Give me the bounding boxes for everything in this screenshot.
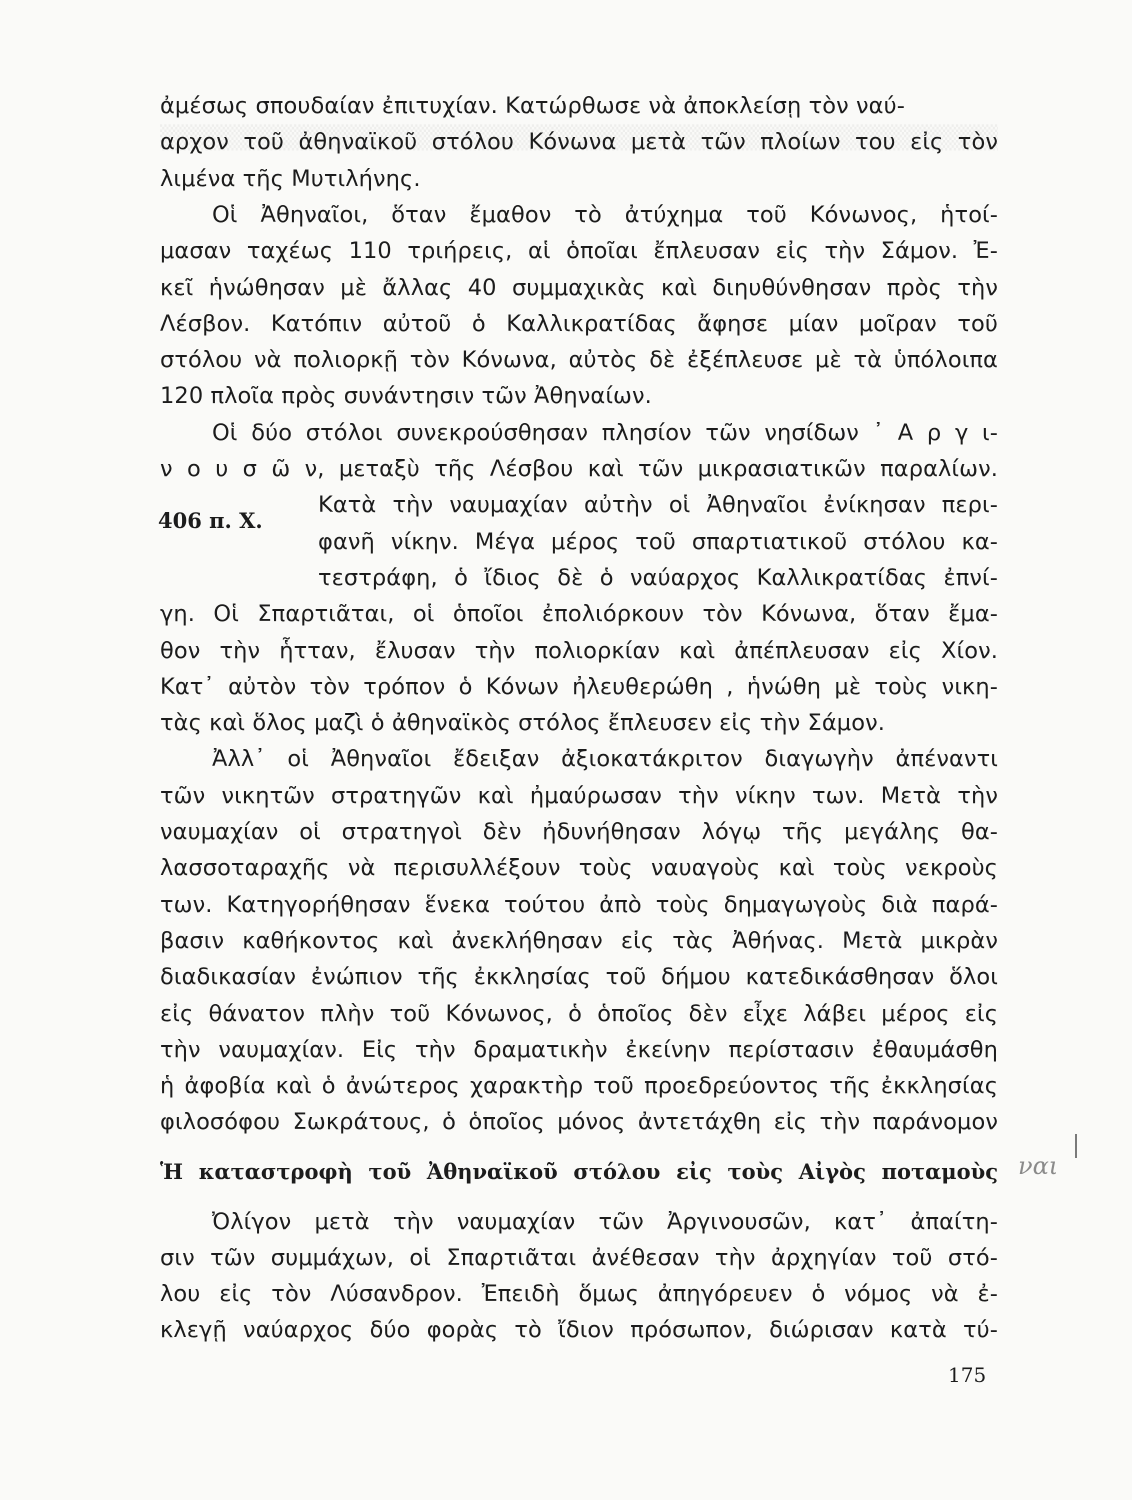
text-line: Λέσβον. Κατόπιν αὐτοῦ ὁ Καλλικρατίδας ἄφησε μίαν μοῖραν τοῦ <box>160 310 998 337</box>
text-line: Οἱ δύο στόλοι συνεκρούσθησαν πλησίον τῶν νησίδων ᾽ Α ρ γ ι- <box>212 419 998 446</box>
text-line: Κατὰ τὴν ναυμαχίαν αὐτὴν οἱ Ἀθηναῖοι ἐνίκησαν περι- <box>318 492 998 519</box>
text-line: σιν τῶν συμμάχων, οἱ Σπαρτιᾶται ἀνέθεσαν τὴν ἀρχηγίαν τοῦ στό- <box>160 1245 998 1271</box>
text-line: ἀμέσως σπουδαίαν ἐπιτυχίαν. Κατώρθωσε νὰ ἀποκλείσῃ τὸν ναύ- <box>160 93 905 119</box>
text-line: λου εἰς τὸν Λύσανδρον. Ἐπειδὴ ὅμως ἀπηγόρευεν ὁ νόμος νὰ ἐ- <box>160 1281 998 1307</box>
text-line <box>160 1092 998 1128</box>
margin-date: 406 π. Χ. <box>158 508 263 533</box>
text-line: των. Κατηγορήθησαν ἕνεκα τούτου ἀπὸ τοὺς δημαγωγοὺς διὰ παρά- <box>160 891 998 918</box>
text-line: βασιν καθήκοντος καὶ ἀνεκλήθησαν εἰς τὰς Ἀθήνας. Μετὰ μικρὰν <box>160 927 998 954</box>
text-line: γη. Οἱ Σπαρτιᾶται, οἱ ὁποῖοι ἐπολιόρκουν τὸν Κόνωνα, ὅταν ἔμα- <box>160 601 998 628</box>
text-line: αρχον τοῦ ἀθηναϊκοῦ στόλου Κόνωνα μετὰ τῶν πλοίων του εἰς τὸν <box>160 129 998 156</box>
text-line: τὰς καὶ ὅλος μαζὶ ὁ ἀθηναϊκὸς στόλος ἔπλευσεν εἰς τὴν Σάμον. <box>160 710 885 737</box>
section-heading: Ἡ καταστροφὴ τοῦ Ἀθηναϊκοῦ στόλου εἰς τοὺς Αἰγὸς ποταμοὺς <box>160 1159 998 1184</box>
text-line: ναυμαχίαν οἱ στρατηγοὶ δὲν ἠδυνήθησαν λόγῳ τῆς μεγάλης θα- <box>160 819 998 845</box>
text-line: εἰς θάνατον πλὴν τοῦ Κόνωνος, ὁ ὁποῖος δὲν εἶχε λάβει μέρος εἰς <box>160 1000 998 1027</box>
text-line: κεῖ ἡνώθησαν μὲ ἄλλας 40 συμμαχικὰς καὶ διηυθύνθησαν πρὸς τὴν <box>160 274 998 301</box>
text-line: 120 πλοῖα πρὸς συνάντησιν τῶν Ἀθηναίων. <box>160 383 652 410</box>
margin-annotation: ναι <box>1018 1152 1059 1180</box>
text-line: στόλου νὰ πολιορκῇ τὸν Κόνωνα, αὐτὸς δὲ ἐξέπλευσε μὲ τὰ ὑπόλοιπα <box>160 347 998 374</box>
text-line: Κατ᾽ αὐτὸν τὸν τρόπον ὁ Κόνων ἠλευθερώθη , ἡνώθη μὲ τοὺς νικη- <box>160 673 998 700</box>
text-line: τεστράφη, ὁ ἴδιος δὲ ὁ ναύαρχος Καλλικρατίδας ἐπνί- <box>318 564 998 591</box>
text-line: διαδικασίαν ἐνώπιον τῆς ἐκκλησίας τοῦ δήμου κατεδικάσθησαν ὅλοι <box>160 964 998 991</box>
text-line: ἡ ἀφοβία καὶ ὁ ἀνώτερος χαρακτὴρ τοῦ προεδρεύοντος τῆς ἐκκλησίας <box>160 1073 998 1100</box>
text-line: λιμένα τῆς Μυτιλήνης. <box>160 165 421 192</box>
text-line: τὴν ναυμαχίαν. Εἰς τὴν δραματικὴν ἐκείνην περίστασιν ἐθαυμάσθη <box>160 1036 998 1063</box>
text-line: κλεγῇ ναύαρχος δύο φορὰς τὸ ἴδιον πρόσωπον, διώρισαν κατὰ τύ- <box>160 1317 998 1343</box>
text-line: θον τὴν ἧτταν, ἔλυσαν τὴν πολιορκίαν καὶ ἀπέπλευσαν εἰς Χίον. <box>160 637 998 664</box>
text-line: Οἱ Ἀθηναῖοι, ὅταν ἔμαθον τὸ ἀτύχημα τοῦ Κόνωνος, ἡτοί- <box>212 201 998 228</box>
text-line: τῶν νικητῶν στρατηγῶν καὶ ἠμαύρωσαν τὴν νίκην των. Μετὰ τὴν <box>160 782 998 809</box>
pencil-mark-icon <box>1074 1134 1078 1158</box>
text-line: μασαν ταχέως 110 τριήρεις, αἱ ὁποῖαι ἔπλευσαν εἰς τὴν Σάμον. Ἐ- <box>160 238 998 265</box>
text-line: λασσοταραχῆς νὰ περισυλλέξουν τοὺς ναυαγοὺς καὶ τοὺς νεκροὺς <box>160 855 998 882</box>
text-line: Ὀλίγον μετὰ τὴν ναυμαχίαν τῶν Ἀργινουσῶν, κατ᾽ ἀπαίτη- <box>212 1209 998 1235</box>
text-line: Ἀλλ᾽ οἱ Ἀθηναῖοι ἔδειξαν ἀξιοκατάκριτον διαγωγὴν ἀπέναντι <box>212 746 998 773</box>
page-number: 175 <box>948 1363 987 1387</box>
text-line: φανῆ νίκην. Μέγα μέρος τοῦ σπαρτιατικοῦ στόλου κα- <box>318 528 998 555</box>
text-line: ν ο υ σ ῶ ν, μεταξὺ τῆς Λέσβου καὶ τῶν μικρασιατικῶν παραλίων. <box>160 456 998 482</box>
text-line: φιλοσόφου Σωκράτους, ὁ ὁποῖος μόνος ἀντετάχθη εἰς τὴν παράνομον <box>160 1109 998 1136</box>
